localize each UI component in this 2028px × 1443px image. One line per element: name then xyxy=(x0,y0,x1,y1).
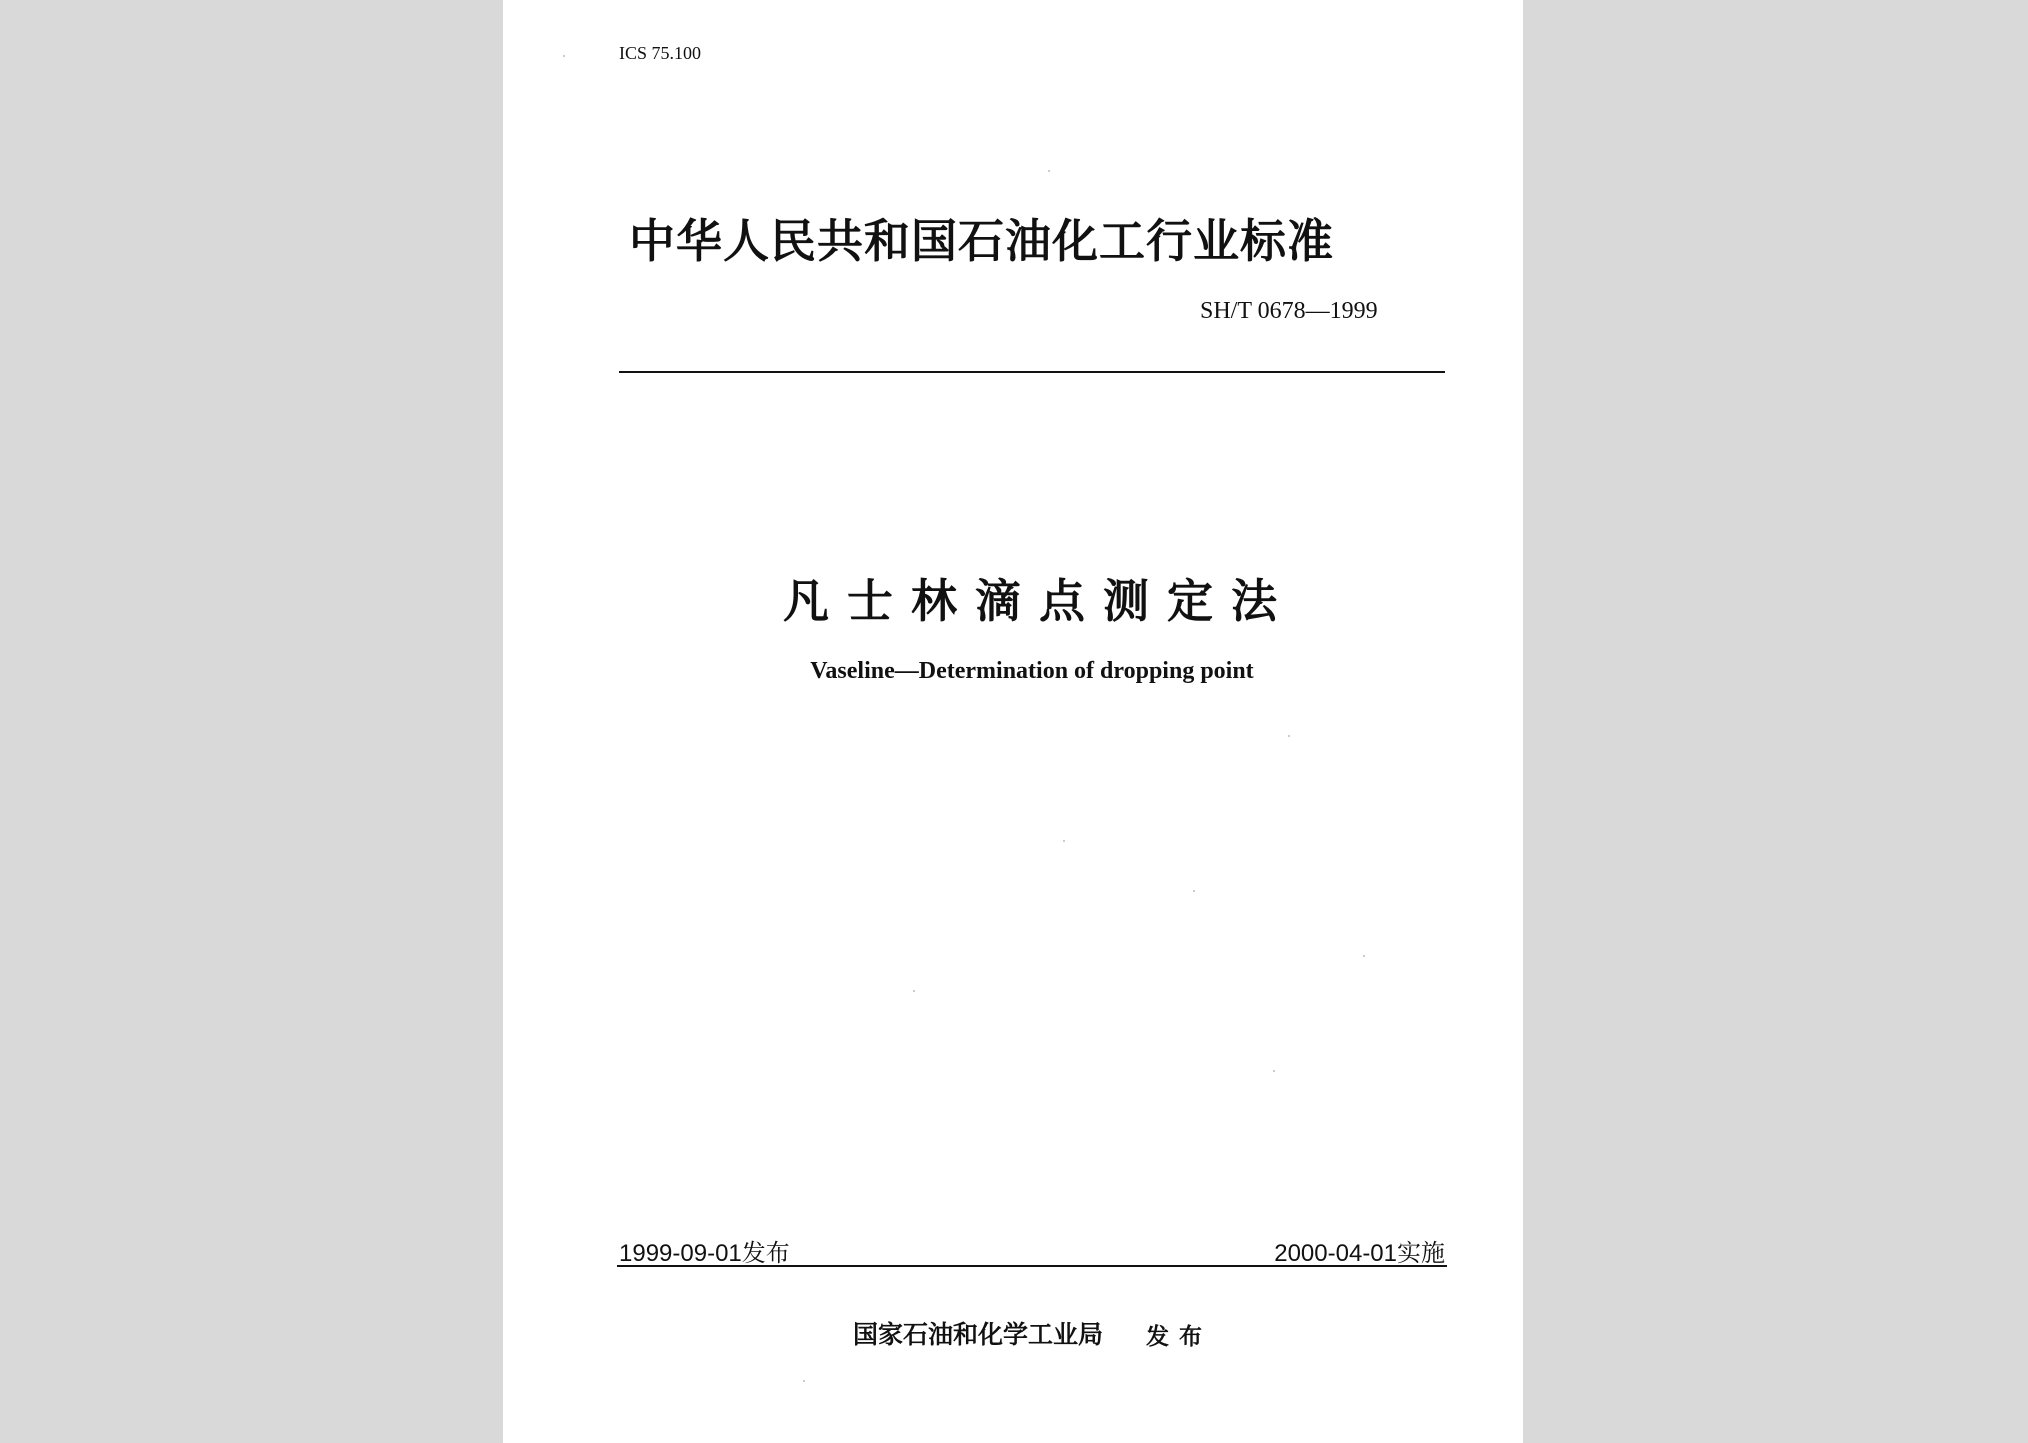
header-divider xyxy=(619,371,1445,373)
document-page xyxy=(503,0,1523,1443)
publisher-name: 国家石油和化学工业局 xyxy=(853,1320,1104,1349)
scan-speck xyxy=(1273,1070,1275,1072)
organization-title: 中华人民共和国石油化工行业标准 xyxy=(629,214,1334,268)
scan-speck xyxy=(563,55,565,57)
standard-code: SH/T 0678—1999 xyxy=(1200,298,1378,324)
scan-speck xyxy=(1048,170,1050,172)
footer-divider xyxy=(617,1265,1447,1267)
scan-speck xyxy=(1193,890,1195,892)
scan-speck xyxy=(913,990,915,992)
implementation-date: 2000-04-01实施 xyxy=(1274,1240,1445,1267)
scan-speck xyxy=(1363,955,1365,957)
scan-speck xyxy=(803,1380,805,1382)
scan-speck xyxy=(1288,735,1290,737)
publish-label: 发布 xyxy=(1146,1324,1212,1350)
document-subtitle: Vaseline—Determination of dropping point xyxy=(810,658,1254,684)
issue-date: 1999-09-01发布 xyxy=(619,1240,790,1267)
scan-speck xyxy=(1063,840,1065,842)
document-title: 凡士林滴点测定法 xyxy=(783,574,1295,628)
ics-code: ICS 75.100 xyxy=(619,43,702,63)
